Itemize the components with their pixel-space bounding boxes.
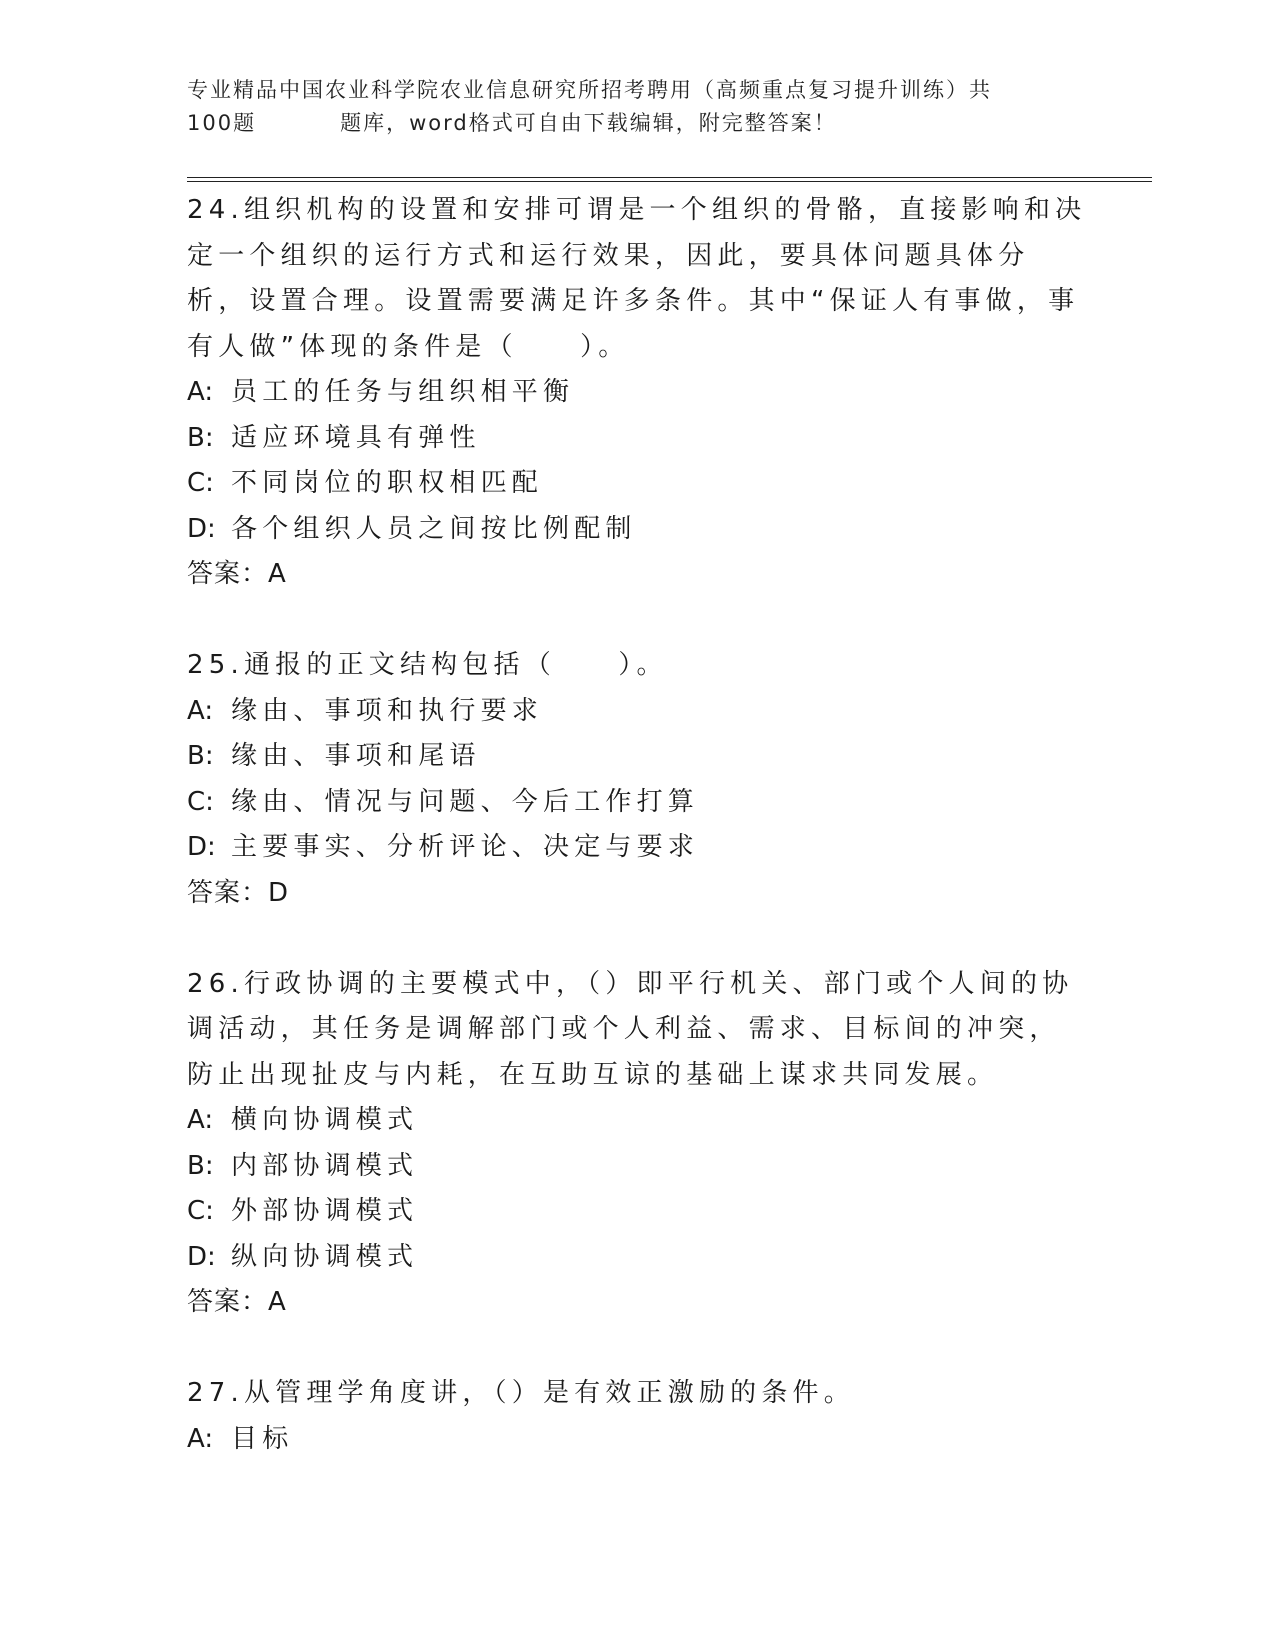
option-text: 员工的任务与组织相平衡 [231,377,575,407]
question-stem: 27.从管理学角度讲，（）是有效正激励的条件。 [187,1378,855,1408]
question-list [187,188,1087,1462]
question-27 [187,1371,1087,1462]
option-letter: C: [187,786,214,817]
option-d [187,1235,1087,1281]
option-letter: D: [187,513,216,544]
option-text: 外部协调模式 [231,1196,419,1226]
option-a [187,1417,1087,1463]
option-text: 纵向协调模式 [231,1241,419,1272]
option-c [187,780,1087,826]
header-question-count: 100题 [187,111,257,135]
option-letter: D: [187,832,216,862]
option-letter: A: [187,1105,214,1135]
option-a [187,1098,1087,1144]
option-c [187,461,1087,507]
option-c [187,1189,1087,1235]
option-d [187,825,1087,871]
option-text: 横向协调模式 [231,1105,419,1135]
option-a [187,370,1087,416]
option-text: 不同岗位的职权相匹配 [231,468,544,498]
question-stem: 25.通报的正文结构包括（ ）。 [187,650,668,680]
question-25 [187,643,1087,916]
header-rule-top [187,177,1152,178]
option-b [187,734,1087,780]
question-26 [187,962,1087,1326]
option-text: 内部协调模式 [231,1150,419,1181]
option-text: 各个组织人员之间按比例配制 [231,513,637,544]
option-a [187,689,1087,735]
question-24 [187,188,1087,598]
option-b [187,416,1087,462]
option-text: 缘由、事项和尾语 [231,741,481,771]
option-text: 缘由、事项和执行要求 [231,695,544,726]
option-letter: C: [187,468,214,498]
option-d [187,507,1087,553]
header-line-1: 专业精品中国农业科学院农业信息研究所招考聘用（高频重点复习提升训练）共 [187,78,992,102]
question-stem: 24.组织机构的设置和安排可谓是一个组织的骨骼，直接影响和决定一个组织的运行方式和运行效果，因此，要具体问题具体分析，设置合理。设置需要满足许多条件。其中“保证人有事做，事有人做”体现的条件是（ ）。 [187,195,1087,362]
answer: 答案：A [187,1287,287,1317]
option-letter: A: [187,1423,214,1454]
option-text: 适应环境具有弹性 [231,422,481,453]
option-letter: C: [187,1196,214,1226]
option-letter: D: [187,1241,216,1272]
option-text: 主要事实、分析评论、决定与要求 [231,832,700,862]
document-header [187,74,1067,140]
option-letter: A: [187,695,214,726]
answer: 答案：D [187,877,290,908]
answer: 答案：A [187,559,287,589]
option-letter: A: [187,377,214,407]
option-text: 目标 [231,1423,294,1454]
option-text: 缘由、情况与问题、今后工作打算 [231,786,700,817]
header-rule-bottom [187,181,1152,182]
option-letter: B: [187,1150,214,1181]
header-description: 题库，word格式可自由下载编辑，附完整答案！ [340,111,837,135]
option-letter: B: [187,741,214,771]
option-letter: B: [187,422,214,453]
option-b [187,1144,1087,1190]
question-stem: 26.行政协调的主要模式中，（）即平行机关、部门或个人间的协调活动，其任务是调解部门或个人利益、需求、目标间的冲突，防止出现扯皮与内耗，在互助互谅的基础上谋求共同发展。 [187,968,1074,1090]
header-line-2 [187,107,1067,140]
